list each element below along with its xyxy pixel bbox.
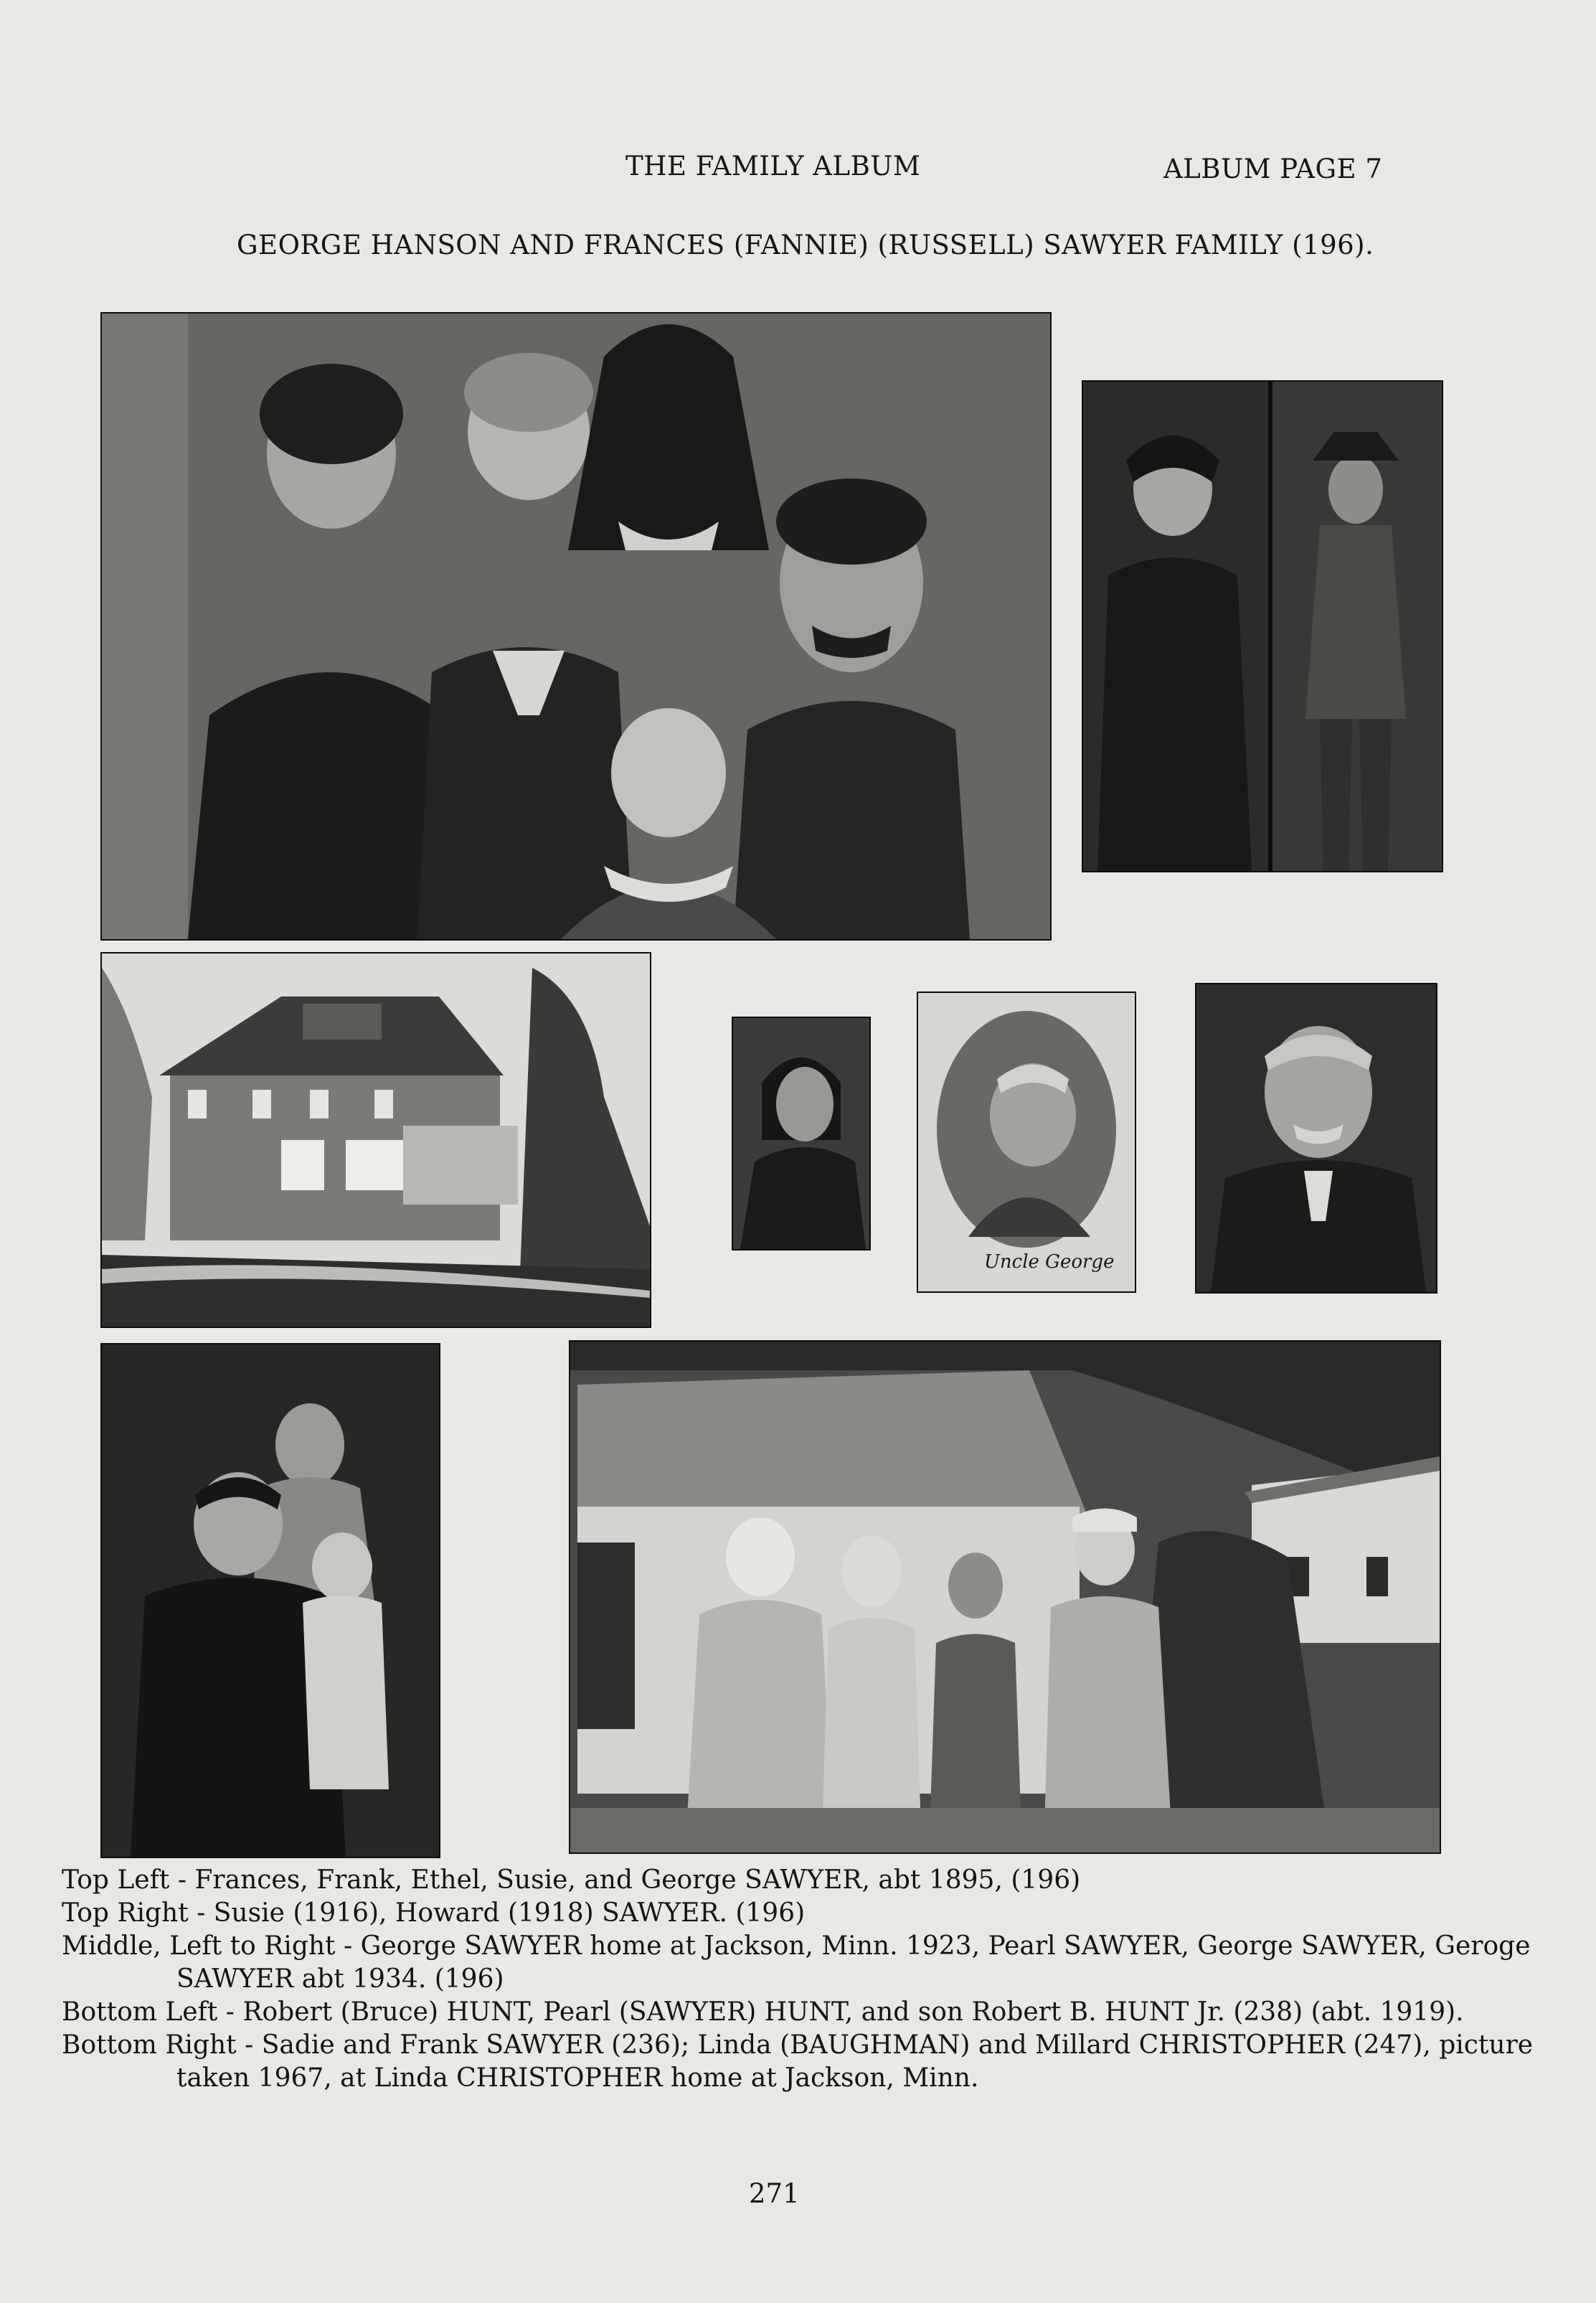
photo-captions xyxy=(62,1864,1547,2095)
caption-label: Top Right - xyxy=(62,1898,214,1928)
caption-text: Robert (Bruce) HUNT, Pearl (SAWYER) HUNT, and son Robert B. HUNT Jr. (238) (abt. 1919). xyxy=(242,1997,1464,2027)
family-group-image xyxy=(102,314,1050,939)
caption-label: Top Left - xyxy=(62,1865,195,1895)
caption-text: Susie (1916), Howard (1918) SAWYER. (196) xyxy=(213,1898,806,1928)
photo-uncle-george xyxy=(917,992,1136,1293)
photo-sawyer-christopher-group xyxy=(569,1340,1441,1854)
caption-bottom-right xyxy=(62,2029,1547,2095)
page-number: 271 xyxy=(749,2178,800,2209)
sawyer-home-image xyxy=(102,953,650,1327)
photo-sawyer-home xyxy=(100,952,651,1328)
caption-middle xyxy=(62,1930,1547,1996)
caption-text: Sadie and Frank SAWYER (236); Linda (BAUGHMAN) and Millard CHRISTOPHER (247), picture taken 1967, at Linda CHRISTOPHER home at Jackson, Minn. xyxy=(176,2030,1534,2093)
caption-bottom-left xyxy=(62,1996,1547,2029)
caption-label: Bottom Right - xyxy=(62,2030,262,2060)
photo-susie-and-howard xyxy=(1082,380,1443,872)
album-page-number: ALBUM PAGE 7 xyxy=(1163,154,1383,184)
caption-top-right xyxy=(62,1897,1547,1930)
hunt-family-image xyxy=(102,1344,439,1857)
george-sawyer-1934-image xyxy=(1196,984,1436,1292)
photo-family-group-portrait xyxy=(100,312,1052,941)
uncle-george-image xyxy=(918,993,1135,1291)
susie-howard-image xyxy=(1083,382,1442,871)
photo-george-sawyer-1934 xyxy=(1195,983,1437,1294)
caption-text: George SAWYER home at Jackson, Minn. 1923, Pearl SAWYER, George SAWYER, Geroge SAWYER abt 1934. (196) xyxy=(176,1931,1531,1994)
caption-label: Middle, Left to Right - xyxy=(62,1931,361,1961)
uncle-george-inscription: Uncle George xyxy=(984,1251,1115,1273)
sawyer-christopher-group-image xyxy=(570,1342,1440,1852)
photo-hunt-family xyxy=(100,1343,440,1858)
photo-pearl-sawyer xyxy=(732,1017,871,1251)
family-title: GEORGE HANSON AND FRANCES (FANNIE) (RUSSELL) SAWYER FAMILY (196). xyxy=(237,230,1374,260)
pearl-sawyer-image xyxy=(733,1018,869,1249)
caption-label: Bottom Left - xyxy=(62,1997,243,2027)
album-title: THE FAMILY ALBUM xyxy=(625,151,921,182)
caption-text: Frances, Frank, Ethel, Susie, and George SAWYER, abt 1895, (196) xyxy=(194,1865,1081,1895)
caption-top-left xyxy=(62,1864,1547,1897)
